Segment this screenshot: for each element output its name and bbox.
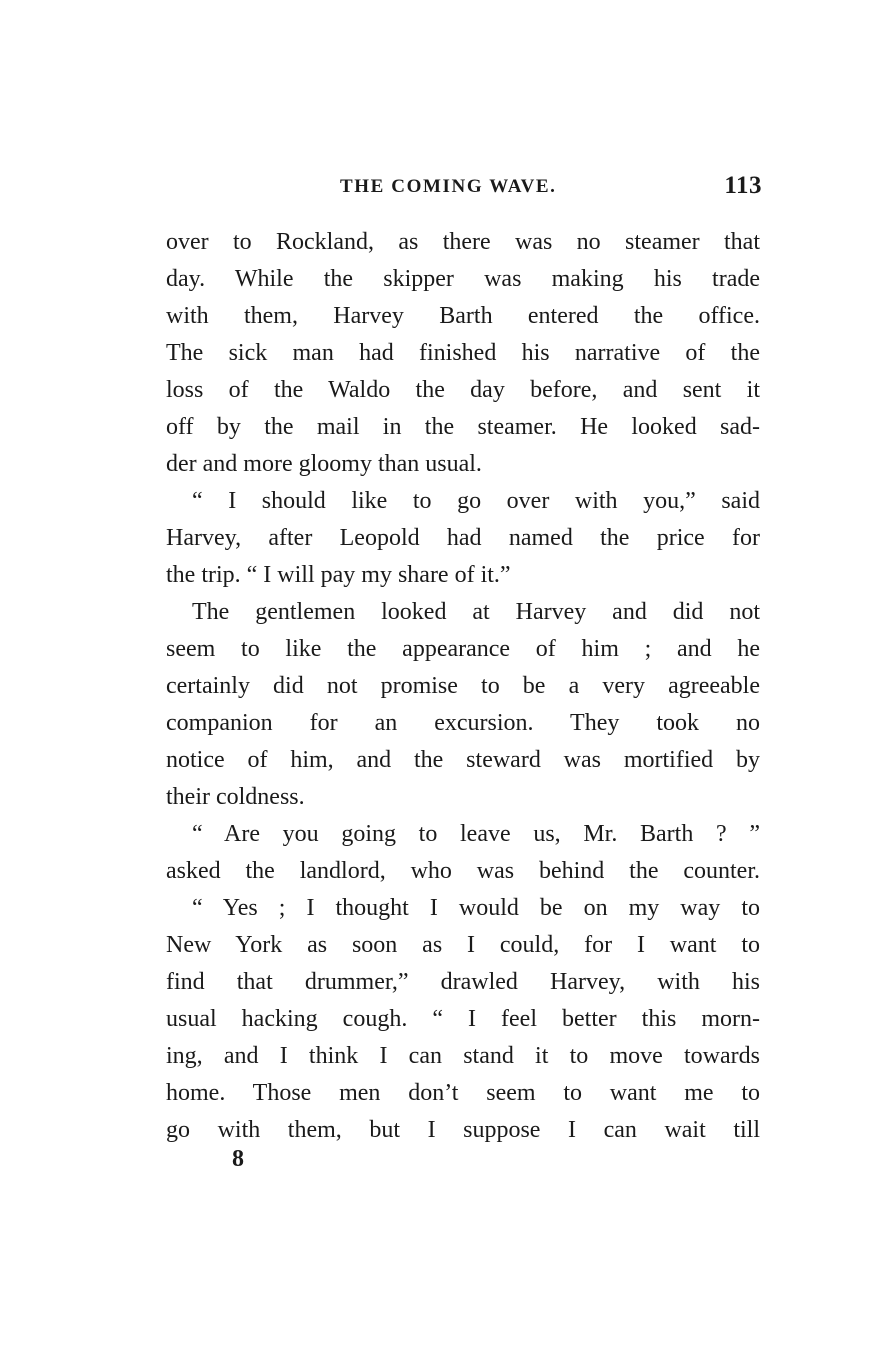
text-line: Harvey, after Leopold had named the price for — [166, 525, 760, 551]
text-line: “ Are you going to leave us, Mr. Barth ? ” — [192, 821, 760, 847]
text-line: “ I should like to go over with you,” said — [192, 488, 760, 514]
text-line: companion for an excursion. They took no — [166, 710, 760, 736]
body-text — [166, 224, 760, 1149]
text-line: usual hacking cough. “ I feel better this morn- — [166, 1006, 760, 1032]
text-line: notice of him, and the steward was mortified by — [166, 747, 760, 773]
page-number: 113 — [724, 172, 762, 199]
text-line: “ Yes ; I thought I would be on my way to — [192, 895, 760, 921]
text-line: certainly did not promise to be a very agreeable — [166, 673, 760, 699]
running-title: THE COMING WAVE. — [340, 176, 557, 197]
text-line: find that drummer,” drawled Harvey, with his — [166, 969, 760, 995]
text-line: New York as soon as I could, for I want to — [166, 932, 760, 958]
text-line: day. While the skipper was making his trade — [166, 266, 760, 292]
text-line: loss of the Waldo the day before, and sent it — [166, 377, 760, 403]
signature-mark: 8 — [232, 1146, 244, 1172]
text-line: go with them, but I suppose I can wait till — [166, 1117, 760, 1143]
text-line: off by the mail in the steamer. He looked sad- — [166, 414, 760, 440]
text-line: the trip. “ I will pay my share of it.” — [166, 562, 511, 588]
text-line: The sick man had finished his narrative of the — [166, 340, 760, 366]
text-line: home. Those men don’t seem to want me to — [166, 1080, 760, 1106]
text-line: The gentlemen looked at Harvey and did not — [192, 599, 760, 625]
text-line: ing, and I think I can stand it to move towards — [166, 1043, 760, 1069]
text-line: seem to like the appearance of him ; and he — [166, 636, 760, 662]
text-line: over to Rockland, as there was no steamer that — [166, 229, 760, 255]
text-line: asked the landlord, who was behind the counter. — [166, 858, 760, 884]
text-line: der and more gloomy than usual. — [166, 451, 482, 477]
text-line: with them, Harvey Barth entered the office. — [166, 303, 760, 329]
text-line: their coldness. — [166, 784, 305, 810]
running-head — [168, 172, 762, 204]
